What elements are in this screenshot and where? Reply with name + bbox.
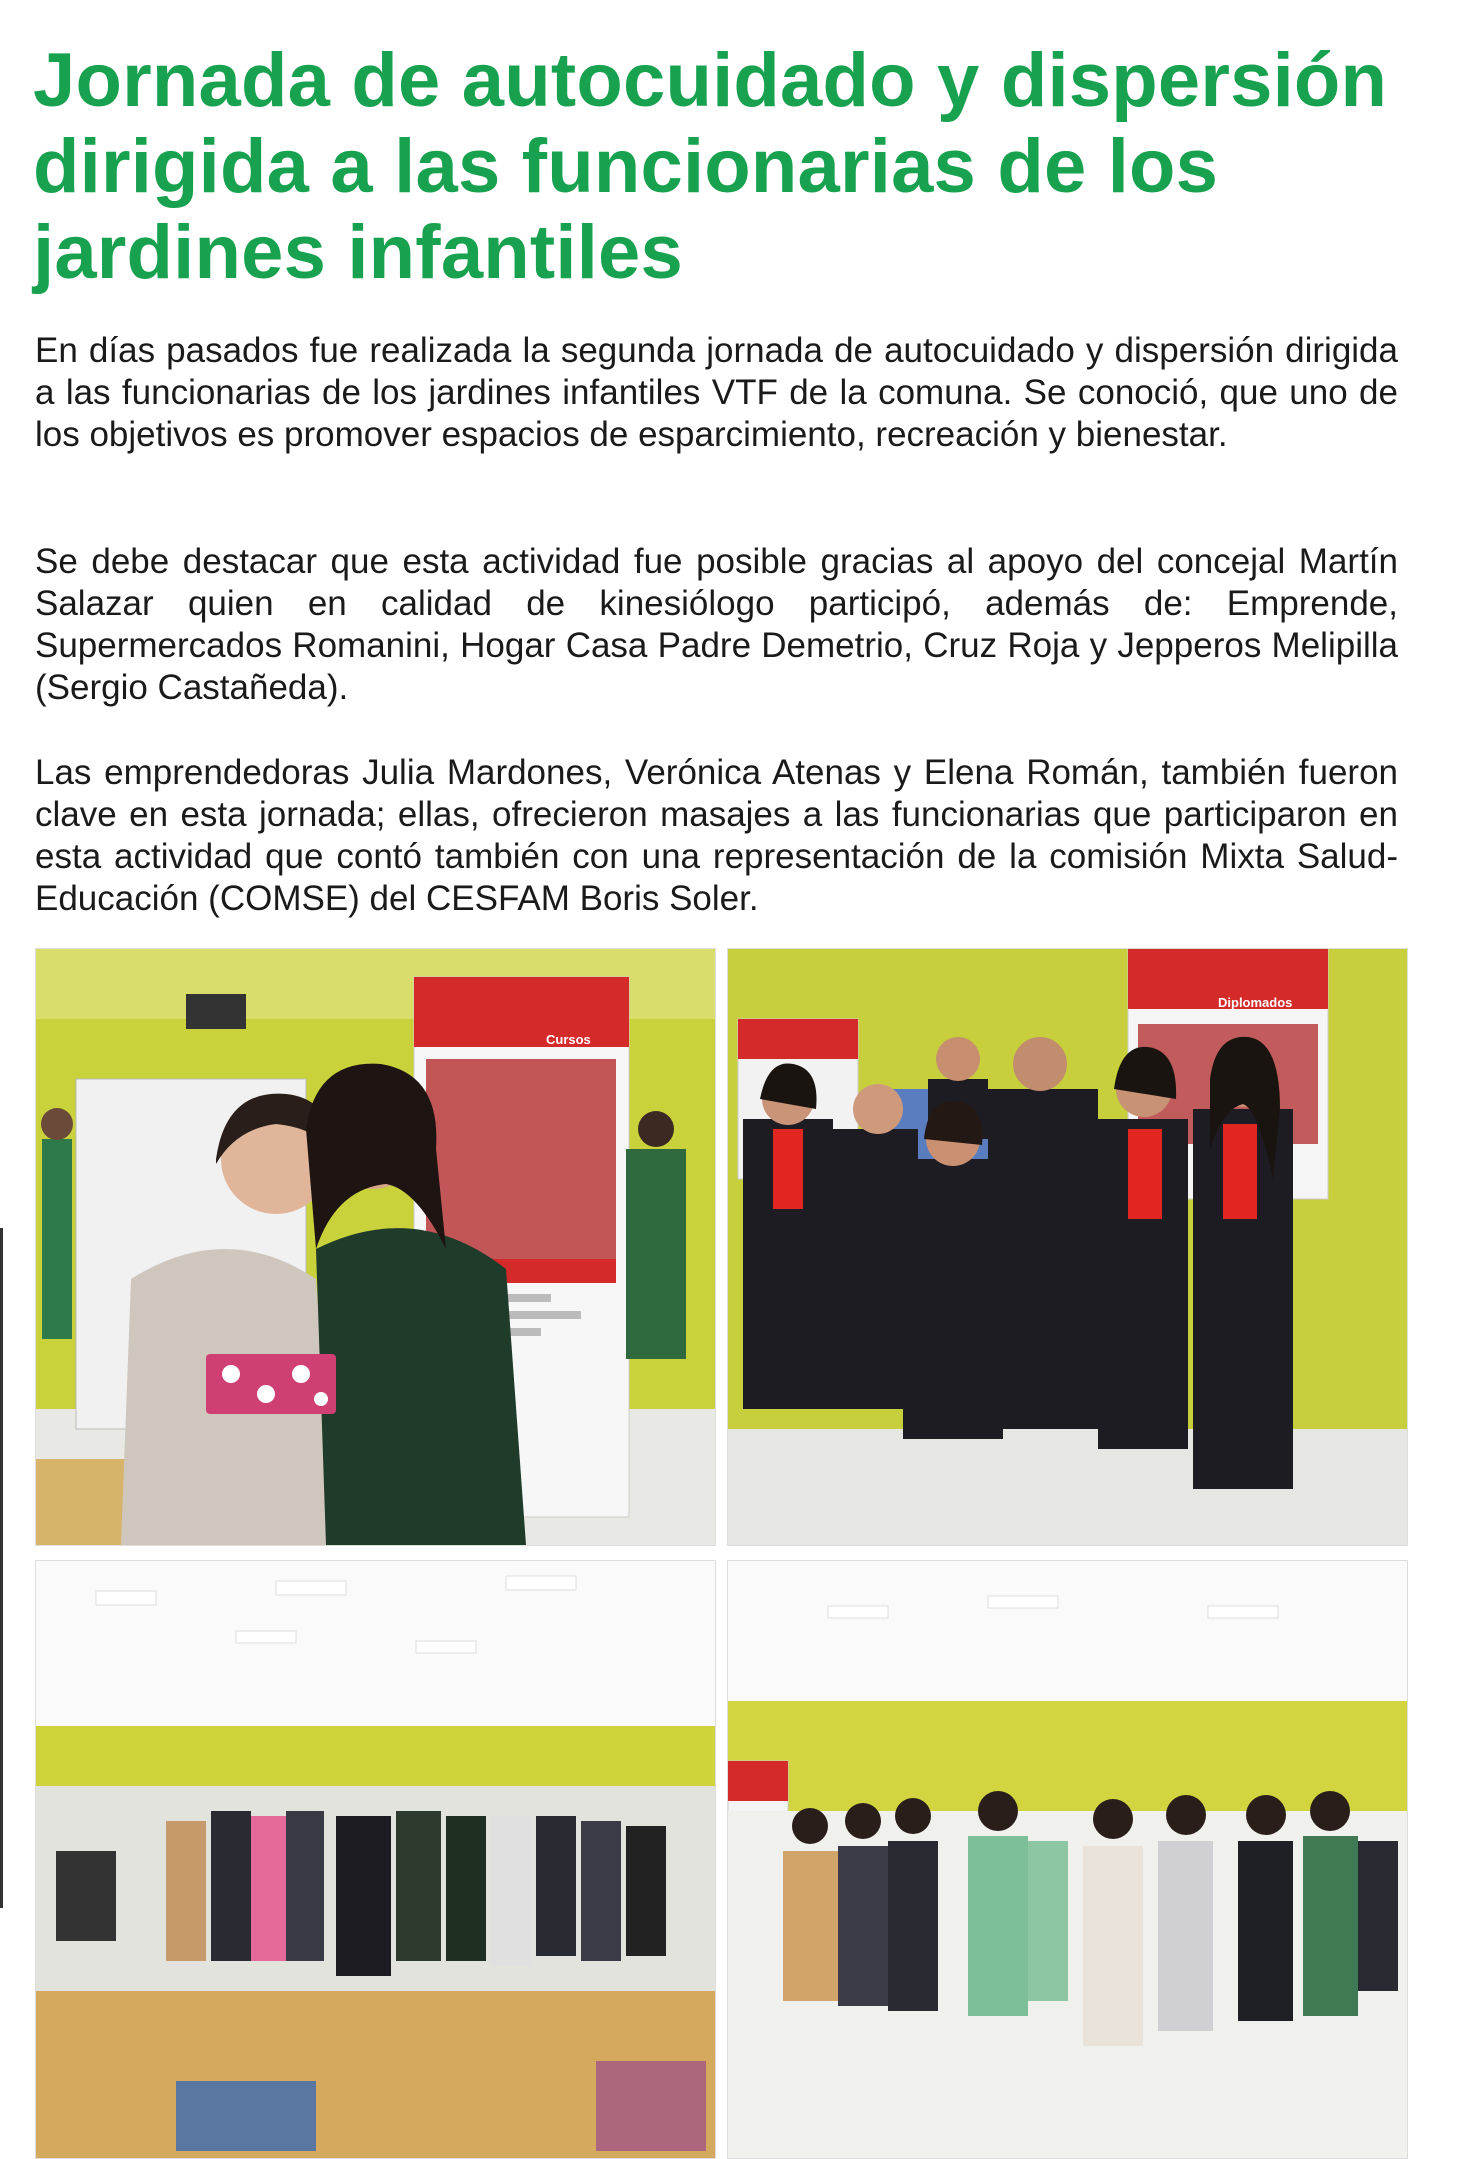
- article-paragraph-1: En días pasados fue realizada la segunda jornada de autocuidado y dispersión dirigida a las funcionarias de los jardines infantiles VTF de la comuna. Se conoció, que uno de los objetivos es promover espacios de esparcimiento, recreación y bienestar.: [35, 331, 1398, 454]
- photo-hall-activity-2: [727, 1560, 1408, 2159]
- banner-1-heading: Cursos: [546, 1032, 591, 1047]
- page-edge-rule: [0, 1228, 3, 1908]
- article-paragraph-3: Las emprendedoras Julia Mardones, Verónica Atenas y Elena Román, también fueron clave en esta jornada; ellas, ofrecieron masajes a las funcionarias que participaron en esta actividad que contó también con una representación de la comisión Mixta Salud-Educación (COMSE) del CESFAM Boris Soler.: [35, 753, 1398, 918]
- article-paragraph-2: Se debe destacar que esta actividad fue posible gracias al apoyo del concejal Martín Salazar quien en calidad de kinesiólogo participó, además de: Emprende, Supermercados Romanini, Hogar Casa Padre Demetrio, Cruz Roja y Jepperos Melipilla (Sergio Castañeda).: [35, 542, 1398, 707]
- photo-2-illustration: [728, 949, 1407, 1545]
- article-title: Jornada de autocuidado y dispersión dirigida a las funcionarias de los jardines infantiles: [33, 38, 1388, 295]
- photo-two-women-gift: [35, 948, 716, 1546]
- banner-2-heading: Diplomados: [1218, 995, 1293, 1010]
- photo-group-uniforms: [727, 948, 1408, 1546]
- photo-4-illustration: [728, 1561, 1407, 2158]
- photo-hall-activity-1: [35, 1560, 716, 2159]
- photo-1-illustration: [36, 949, 715, 1545]
- photo-3-illustration: [36, 1561, 715, 2158]
